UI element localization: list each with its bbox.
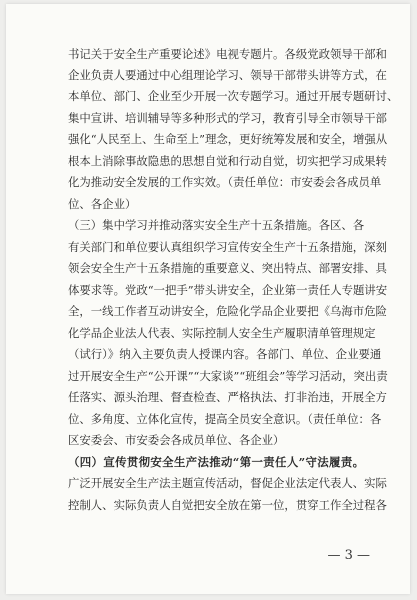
section-heading-four: （四）宣传贯彻安全生产法推动“第一责任人”守法履责。 <box>68 455 364 469</box>
body-text-line: 企业负责人要通过中心组理论学习、领导干部带头讲等方式，在 <box>68 68 387 82</box>
body-text-line: 任落实、源头治理、督查检查、严格执法、打非治违，开展全方 <box>68 390 387 404</box>
body-text-line: 位、各企业） <box>68 197 137 211</box>
body-text-line: 体要求等。党政“一把手”带头讲安全，企业第一责任人专题讲安 <box>68 283 388 297</box>
section-heading-three-line: （三）集中学习并推动落实安全生产十五条措施。各区、各 <box>68 218 365 232</box>
body-text-line: 领会安全生产十五条措施的重要意义、突出特点、部署安排、具 <box>68 261 387 275</box>
body-text-line: 本单位、部门、企业至少开展一次专题学习。通过开展专题研讨、 <box>68 89 399 103</box>
body-text-line: （试行）》纳入主要负责人授课内容。各部门、单位、企业要通 <box>68 347 382 361</box>
body-text-line: 控制人、实际负责人自觉把安全放在第一位，贯穿工作全过程各 <box>68 498 387 512</box>
body-text-line: 位、多角度、立体化宣传，提高全员安全意识。（责任单位：各 <box>68 412 382 426</box>
body-text-line: 广泛开展安全生产法主题宣传活动，督促企业法定代表人、实际 <box>68 476 387 490</box>
document-page <box>6 4 410 594</box>
body-text-line: 化学品企业法人代表、实际控制人安全生产履职清单管理规定 <box>68 326 376 340</box>
body-text-line: 过开展安全生产“公开课”“大家谈”“班组会”等学习活动，突出责 <box>68 369 388 383</box>
body-text-line: 集中宣讲、培训辅导等多种形式的学习，教育引导全市领导干部 <box>68 111 387 125</box>
page-number: — 3 — <box>327 548 370 563</box>
body-text-line: 化为推动安全发展的工作实效。（责任单位：市安委会各成员单 <box>68 175 382 189</box>
body-text-line: 强化“人民至上、生命至上”理念，更好统筹发展和安全，增强从 <box>68 132 388 146</box>
body-text-line: 有关部门和单位要认真组织学习宣传安全生产十五条措施，深刻 <box>68 240 387 254</box>
body-text-line: 根本上消除事故隐患的思想自觉和行动自觉，切实把学习成果转 <box>68 154 387 168</box>
body-text-line: 书记关于安全生产重要论述》电视专题片。各级党政领导干部和 <box>68 47 387 61</box>
body-text-line: 全，一线工作者互动讲安全，危险化学品企业要把《乌海市危险 <box>68 304 387 318</box>
body-text-line: 区安委会、市安委会各成员单位、各企业） <box>68 433 285 447</box>
